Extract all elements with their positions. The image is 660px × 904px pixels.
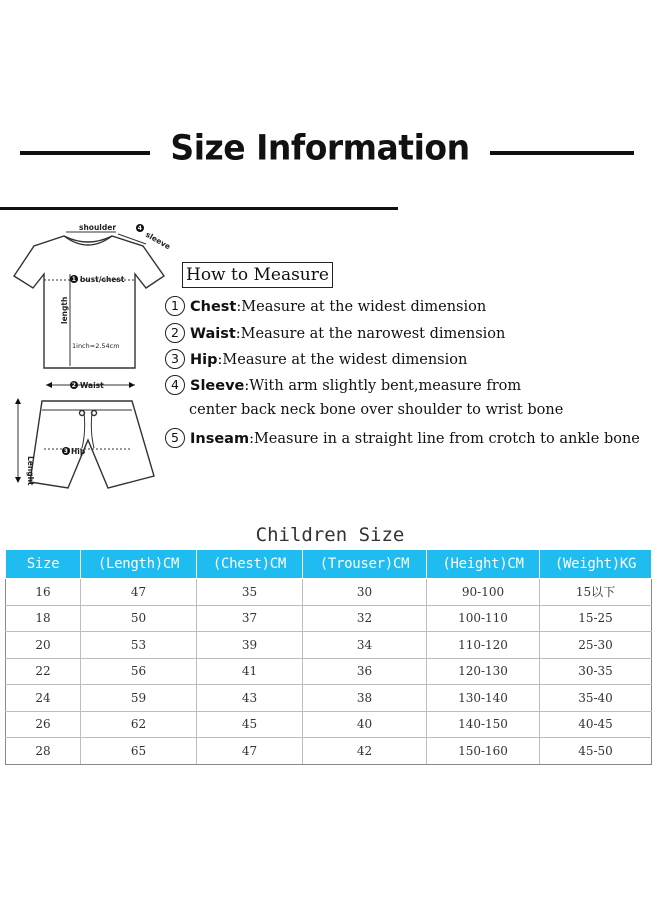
table-row: [6, 711, 652, 738]
cell-size: 24: [6, 685, 81, 712]
cell-trouser: 34: [303, 632, 427, 659]
size-table: [5, 549, 652, 765]
cell-weight: 40-45: [540, 711, 652, 738]
cell-height: 130-140: [427, 685, 540, 712]
step-waist: 2 Waist:Measure at the narowest dimension: [165, 323, 505, 343]
step-number: 2: [165, 323, 185, 343]
table-row: [6, 605, 652, 632]
cell-chest: 47: [197, 738, 303, 765]
cell-weight: 15-25: [540, 605, 652, 632]
header-rule-right: [490, 151, 634, 155]
svg-text:2: 2: [71, 382, 76, 390]
page-title: Size Information: [170, 127, 470, 168]
length-label: length: [60, 296, 69, 324]
cell-size: 22: [6, 658, 81, 685]
table-row: [6, 685, 652, 712]
cell-trouser: 38: [303, 685, 427, 712]
header-size: Size: [6, 550, 81, 579]
step-number: 5: [165, 428, 185, 448]
header-chest: (Chest)CM: [197, 550, 303, 579]
step-inseam: 5 Inseam:Measure in a straight line from crotch to ankle bone: [165, 428, 640, 448]
cell-chest: 43: [197, 685, 303, 712]
cell-length: 59: [81, 685, 197, 712]
cell-size: 26: [6, 711, 81, 738]
table-row: [6, 658, 652, 685]
step-hip: 3 Hip:Measure at the widest dimension: [165, 349, 467, 369]
svg-text:4: 4: [137, 225, 142, 233]
cell-length: 47: [81, 579, 197, 606]
cell-length: 56: [81, 658, 197, 685]
step-sleeve-continuation: center back neck bone over shoulder to wrist bone: [189, 402, 564, 418]
cell-chest: 45: [197, 711, 303, 738]
cell-height: 110-120: [427, 632, 540, 659]
cell-height: 150-160: [427, 738, 540, 765]
cell-height: 100-110: [427, 605, 540, 632]
cell-height: 140-150: [427, 711, 540, 738]
hip-label: Hip: [71, 447, 86, 456]
cell-height: 120-130: [427, 658, 540, 685]
sleeve-label: sleeve: [144, 229, 173, 252]
section-divider: [0, 207, 398, 210]
inch-note: 1inch=2.54cm: [72, 342, 120, 350]
table-caption: Children Size: [255, 524, 405, 546]
cell-chest: 39: [197, 632, 303, 659]
cell-weight: 35-40: [540, 685, 652, 712]
cell-size: 18: [6, 605, 81, 632]
table-row: [6, 738, 652, 765]
cell-weight: 25-30: [540, 632, 652, 659]
cell-trouser: 40: [303, 711, 427, 738]
cell-length: 53: [81, 632, 197, 659]
cell-weight: 15以下: [540, 579, 652, 606]
cell-chest: 37: [197, 605, 303, 632]
cell-chest: 35: [197, 579, 303, 606]
step-chest: 1 Chest:Measure at the widest dimension: [165, 296, 486, 316]
pants-length-label: Lenght: [26, 456, 35, 486]
cell-trouser: 30: [303, 579, 427, 606]
svg-text:1: 1: [71, 276, 76, 284]
bust-label: bust/chest: [80, 275, 125, 284]
table-header-row: [6, 550, 652, 579]
header-rule-left: [20, 151, 150, 155]
how-to-measure-title: How to Measure: [182, 262, 333, 288]
cell-length: 65: [81, 738, 197, 765]
svg-text:3: 3: [63, 448, 68, 456]
cell-trouser: 42: [303, 738, 427, 765]
cell-trouser: 32: [303, 605, 427, 632]
garment-illustration: [8, 218, 178, 498]
shoulder-label: shoulder: [79, 223, 117, 232]
header-height: (Height)CM: [427, 550, 540, 579]
cell-size: 16: [6, 579, 81, 606]
table-row: [6, 579, 652, 606]
cell-length: 50: [81, 605, 197, 632]
cell-length: 62: [81, 711, 197, 738]
cell-weight: 45-50: [540, 738, 652, 765]
step-number: 1: [165, 296, 185, 316]
cell-height: 90-100: [427, 579, 540, 606]
step-number: 3: [165, 349, 185, 369]
table-row: [6, 632, 652, 659]
cell-trouser: 36: [303, 658, 427, 685]
step-sleeve: 4 Sleeve:With arm slightly bent,measure from: [165, 375, 521, 395]
header-length: (Length)CM: [81, 550, 197, 579]
cell-size: 20: [6, 632, 81, 659]
header-weight: (Weight)KG: [540, 550, 652, 579]
waist-label: Waist: [80, 381, 104, 390]
cell-weight: 30-35: [540, 658, 652, 685]
header-trouser: (Trouser)CM: [303, 550, 427, 579]
step-number: 4: [165, 375, 185, 395]
cell-size: 28: [6, 738, 81, 765]
cell-chest: 41: [197, 658, 303, 685]
